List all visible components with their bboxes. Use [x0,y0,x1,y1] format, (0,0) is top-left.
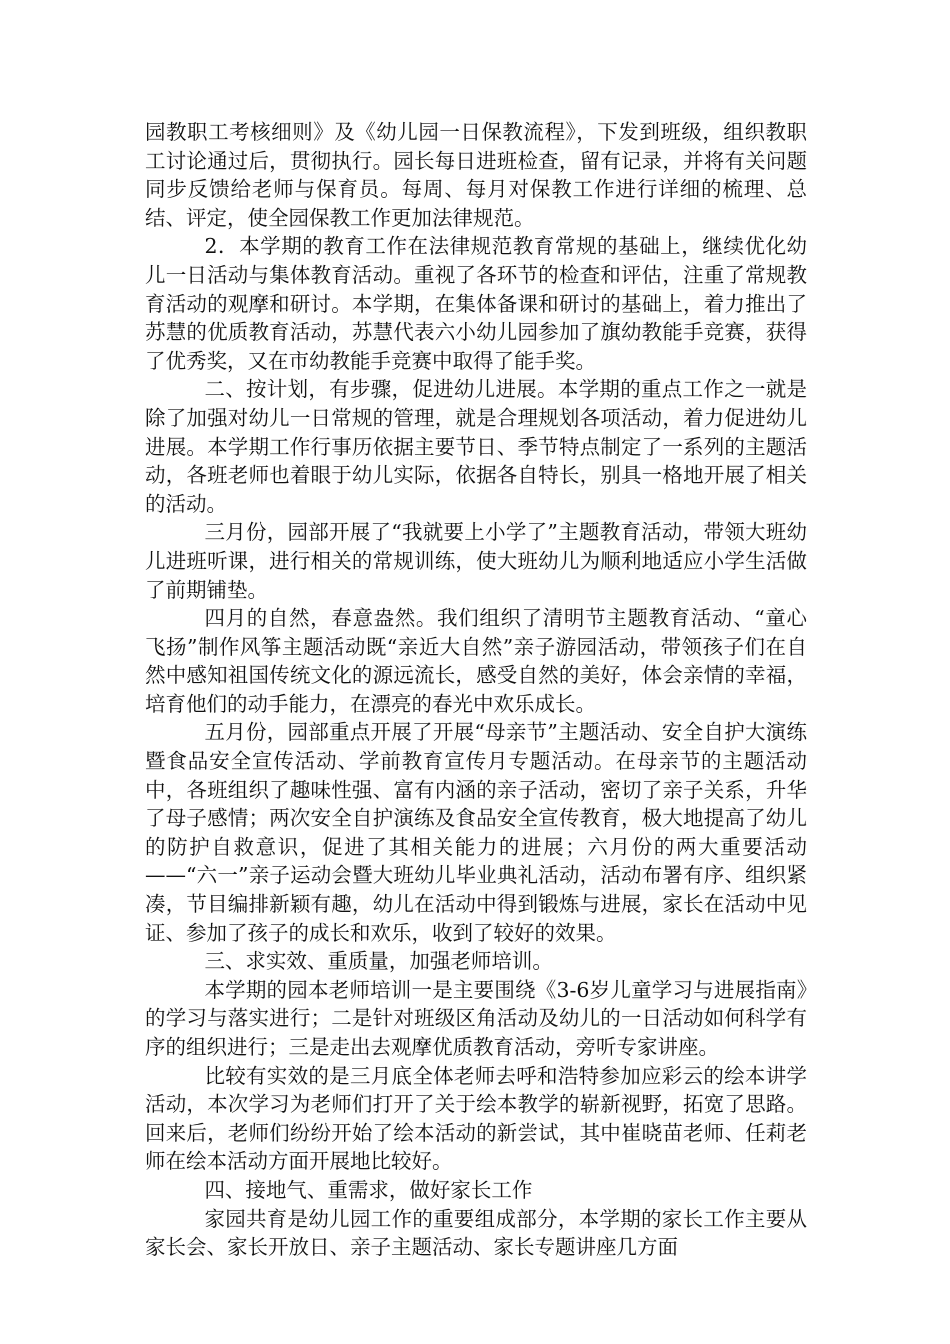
paragraph-may-june-activities: 五月份，园部重点开展了开展“母亲节”主题活动、安全自护大演练暨食品安全宣传活动、学前教育宣传月专题活动。在母亲节的主题活动中，各班组织了趣味性强、富有内涵的亲子活动，密切了亲子关系，升华了母子感情；两次安全自护演练及食品安全宣传教育，极大地提高了幼儿的防护自救意识，促进了其相关能力的进展；六月份的两大重要活动——“六一”亲子运动会暨大班幼儿毕业典礼活动，活动布署有序、组织紧凑，节目编排新颖有趣，幼儿在活动中得到锻炼与进展，家长在活动中见证、参加了孩子的成长和欢乐，收到了较好的效果。 [145,720,807,945]
paragraph-teacher-training: 本学期的园本老师培训一是主要围绕《3-6岁儿童学习与进展指南》的学习与落实进行；二是针对班级区角活动及幼儿的一日活动如何科学有序的组织进行；三是走出去观摩优质教育活动，旁听专家讲座。 [145,977,807,1059]
paragraph-section-two-heading: 二、按计划，有步骤，促进幼儿进展。本学期的重点工作之一就是除了加强对幼儿一日常规的管理，就是合理规划各项活动，着力促进幼儿进展。本学期工作行事历依据主要节日、季节特点制定了一系列的主题活动，各班老师也着眼于幼儿实际，依据各自特长，别具一格地开展了相关的活动。 [145,377,807,516]
paragraph-march-activities: 三月份，园部开展了“我就要上小学了”主题教育活动，带领大班幼儿进班听课，进行相关的常规训练，使大班幼儿为顺利地适应小学生活做了前期铺垫。 [145,520,807,602]
paragraph-continuation: 园教职工考核细则》及《幼儿园一日保教流程》，下发到班级，组织教职工讨论通过后，贯彻执行。园长每日进班检查，留有记录，并将有关问题同步反馈给老师与保育员。每周、每月对保教工作进行详细的梳理、总结、评定，使全园保教工作更加法律规范。 [145,120,807,230]
document-body [145,118,807,1262]
paragraph-april-activities: 四月的自然，春意盎然。我们组织了清明节主题教育活动、“童心飞扬”制作风筝主题活动既“亲近大自然”亲子游园活动，带领孩子们在自然中感知祖国传统文化的源远流长，感受自然的美好，体会亲情的幸福，培育他们的动手能力，在漂亮的春光中欢乐成长。 [145,606,807,716]
paragraph-picture-book-training: 比较有实效的是三月底全体老师去呼和浩特参加应彩云的绘本讲学活动，本次学习为老师们打开了关于绘本教学的崭新视野，拓宽了思路。回来后，老师们纷纷开始了绘本活动的新尝试，其中崔晓苗老师、任莉老师在绘本活动方面开展地比较好。 [145,1063,807,1174]
paragraph-teaching-work: 2．本学期的教育工作在法律规范教育常规的基础上，继续优化幼儿一日活动与集体教育活动。重视了各环节的检查和评估，注重了常规教育活动的观摩和研讨。本学期，在集体备课和研讨的基础上，着力推出了苏慧的优质教育活动，苏慧代表六小幼儿园参加了旗幼教能手竞赛，获得了优秀奖，又在市幼教能手竞赛中取得了能手奖。 [145,234,807,373]
paragraph-parent-work: 家园共育是幼儿园工作的重要组成部分，本学期的家长工作主要从家长会、家长开放日、亲子主题活动、家长专题讲座几方面 [145,1206,807,1260]
section-three-heading: 三、求实效、重质量，加强老师培训。 [204,949,553,974]
section-four-heading: 四、接地气、重需求，做好家长工作 [204,1177,533,1202]
